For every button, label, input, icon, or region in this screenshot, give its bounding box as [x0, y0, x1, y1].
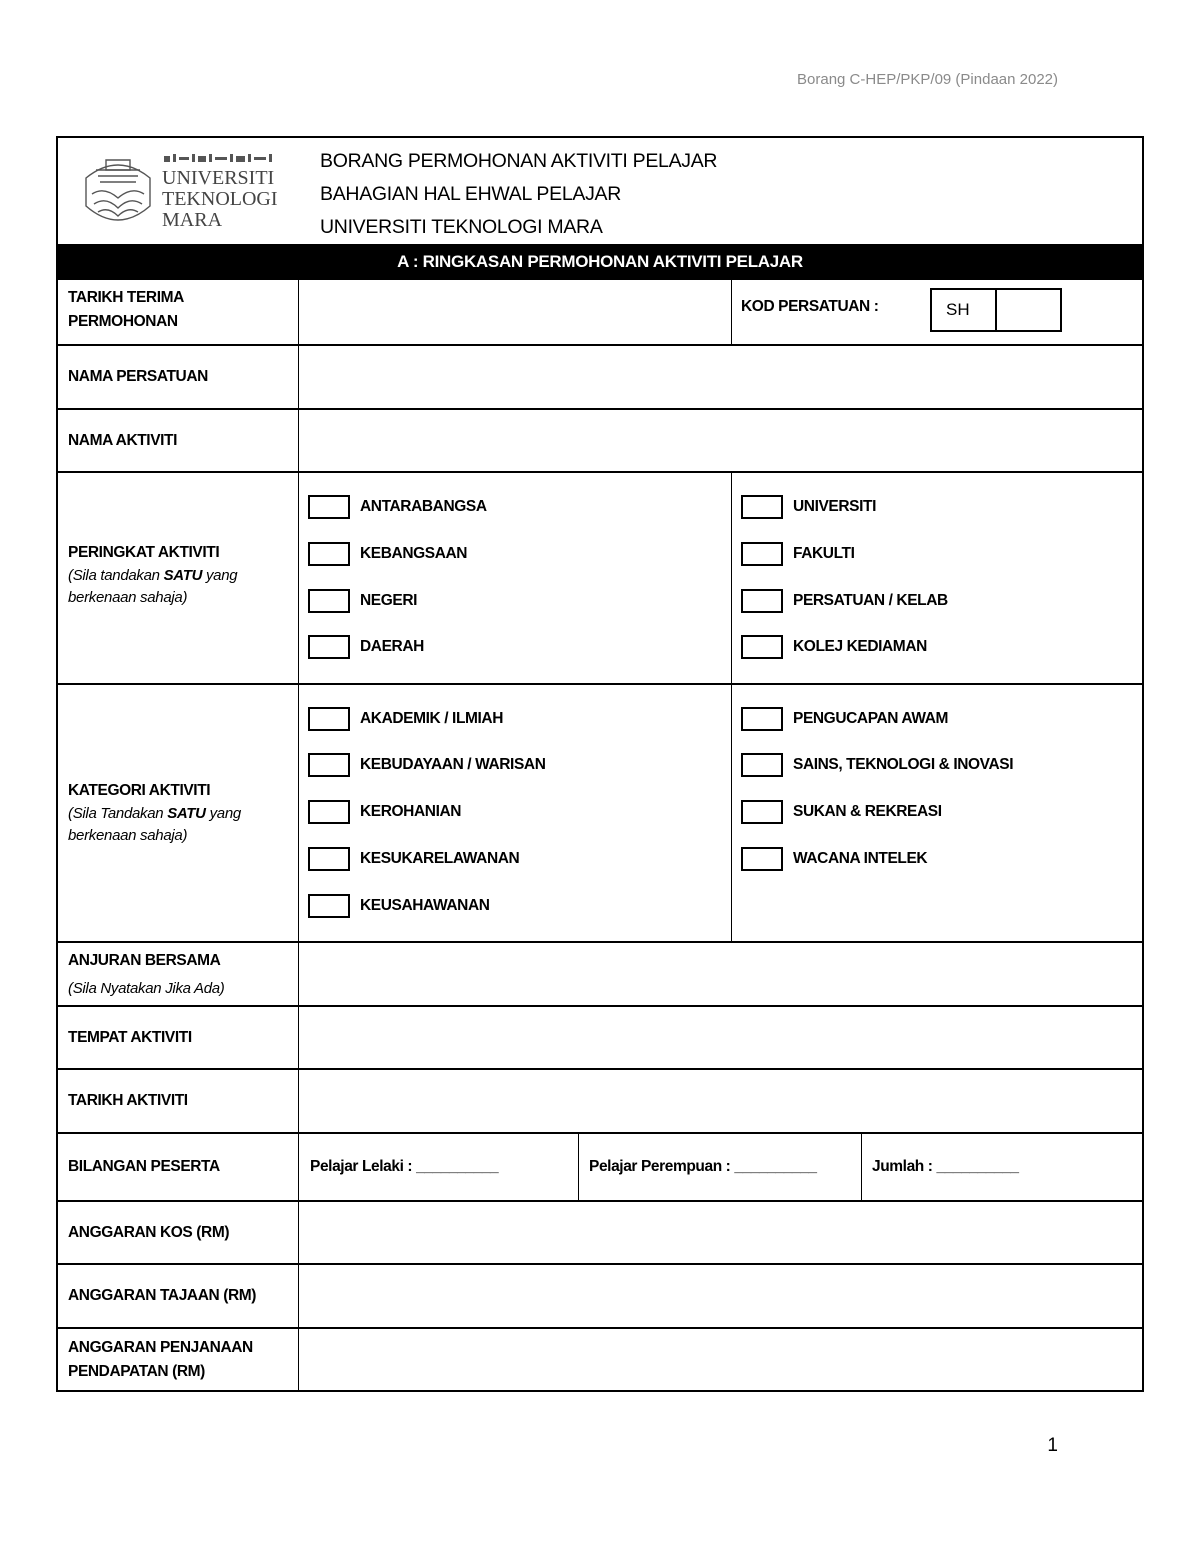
- anggaran-penjanaan-field[interactable]: [300, 1329, 1142, 1390]
- anggaran-tajaan-field[interactable]: [300, 1265, 1142, 1327]
- checkbox-label: FAKULTI: [793, 545, 855, 562]
- checkbox-label: KEUSAHAWANAN: [360, 897, 490, 914]
- checkbox-box[interactable]: [741, 800, 783, 824]
- university-name: UNIVERSITI TEKNOLOGI MARA: [320, 216, 603, 238]
- divider: [298, 346, 299, 408]
- bilangan-label: BILANGAN PESERTA: [68, 1158, 220, 1175]
- checkbox-label: PENGUCAPAN AWAM: [793, 710, 949, 727]
- kod-persatuan-box: [930, 288, 1062, 332]
- divider: [731, 473, 732, 683]
- checkbox-box[interactable]: [741, 847, 783, 871]
- page-number: 1: [1047, 1435, 1058, 1456]
- form-header: [58, 138, 1142, 244]
- checkbox-label: SAINS, TEKNOLOGI & INOVASI: [793, 756, 1014, 773]
- anggaran-tajaan-label: ANGGARAN TAJAAN (RM): [68, 1287, 257, 1304]
- tempat-label: TEMPAT AKTIVITI: [68, 1029, 192, 1046]
- checkbox-box[interactable]: [308, 800, 350, 824]
- nama-persatuan-label: NAMA PERSATUAN: [68, 368, 208, 385]
- checkbox-box[interactable]: [308, 707, 350, 731]
- row-tarikh-terima: [58, 280, 1142, 346]
- pelajar-lelaki-field[interactable]: Pelajar Lelaki : __________: [310, 1158, 499, 1175]
- checkbox-label: KOLEJ KEDIAMAN: [793, 638, 927, 655]
- checkbox-label: UNIVERSITI: [793, 498, 876, 515]
- tarikh-aktiviti-label: TARIKH AKTIVITI: [68, 1092, 188, 1109]
- tarikh-terima-label: TARIKH TERIMA PERMOHONAN: [68, 289, 184, 330]
- divider: [298, 1329, 299, 1390]
- row-kategori-aktiviti: [58, 685, 1142, 943]
- anjuran-note: (Sila Nyatakan Jika Ada): [68, 980, 225, 997]
- row-anggaran-tajaan: [58, 1265, 1142, 1329]
- divider: [578, 1134, 579, 1200]
- divider: [731, 280, 732, 344]
- checkbox-label: KEROHANIAN: [360, 803, 462, 820]
- nama-persatuan-field[interactable]: [300, 346, 1142, 408]
- peringkat-label-block: [68, 541, 293, 609]
- divider: [298, 1265, 299, 1327]
- checkbox-box[interactable]: [308, 495, 350, 519]
- nama-aktiviti-field[interactable]: [300, 410, 1142, 471]
- divider: [298, 685, 299, 941]
- divider: [861, 1134, 862, 1200]
- checkbox-label: KESUKARELAWANAN: [360, 850, 520, 867]
- checkbox-box[interactable]: [741, 495, 783, 519]
- note-text: yang berkenaan sahaja): [68, 567, 238, 606]
- nama-aktiviti-label: NAMA AKTIVITI: [68, 432, 178, 449]
- checkbox-box[interactable]: [741, 542, 783, 566]
- department-name: BAHAGIAN HAL EHWAL PELAJAR: [320, 183, 622, 205]
- note-emphasis: SATU: [163, 567, 203, 584]
- row-anggaran-kos: [58, 1202, 1142, 1265]
- checkbox-label: ANTARABANGSA: [360, 498, 487, 515]
- checkbox-box[interactable]: [308, 847, 350, 871]
- checkbox-label: WACANA INTELEK: [793, 850, 928, 867]
- logo-text: [162, 168, 278, 231]
- anggaran-kos-label: ANGGARAN KOS (RM): [68, 1224, 230, 1241]
- logo-line-2: TEKNOLOGI: [162, 188, 278, 210]
- divider: [298, 1007, 299, 1068]
- checkbox-box[interactable]: [308, 894, 350, 918]
- row-anggaran-penjanaan: [58, 1329, 1142, 1390]
- peringkat-note: [68, 565, 293, 609]
- checkbox-label: AKADEMIK / ILMIAH: [360, 710, 504, 727]
- row-tarikh-aktiviti: [58, 1070, 1142, 1134]
- anggaran-penjanaan-label: ANGGARAN PENJANAAN PENDAPATAN (RM): [68, 1339, 253, 1380]
- kategori-label-block: [68, 779, 293, 847]
- checkbox-box[interactable]: [741, 753, 783, 777]
- checkbox-label: NEGERI: [360, 592, 418, 609]
- logo-line-3: MARA: [162, 209, 223, 231]
- checkbox-label: PERSATUAN / KELAB: [793, 592, 948, 609]
- row-tempat-aktiviti: [58, 1007, 1142, 1070]
- checkbox-box[interactable]: [741, 635, 783, 659]
- checkbox-box[interactable]: [741, 707, 783, 731]
- tarikh-terima-field[interactable]: [300, 280, 730, 344]
- divider: [298, 1070, 299, 1132]
- kod-prefix: SH: [946, 300, 970, 319]
- note-text: yang berkenaan sahaja): [68, 805, 241, 844]
- anggaran-kos-field[interactable]: [300, 1202, 1142, 1263]
- jumlah-field[interactable]: Jumlah : __________: [872, 1158, 1019, 1175]
- form-title-block: [320, 145, 717, 244]
- checkbox-box[interactable]: [308, 635, 350, 659]
- divider: [298, 410, 299, 471]
- checkbox-box[interactable]: [308, 542, 350, 566]
- row-nama-persatuan: [58, 346, 1142, 410]
- anjuran-label-block: [68, 947, 293, 1003]
- checkbox-label: KEBANGSAAN: [360, 545, 468, 562]
- form-title: BORANG PERMOHONAN AKTIVITI PELAJAR: [320, 150, 718, 172]
- activity-application-form: [56, 136, 1144, 1392]
- checkbox-label: DAERAH: [360, 638, 424, 655]
- form-code: Borang C-HEP/PKP/09 (Pindaan 2022): [797, 71, 1058, 88]
- checkbox-box[interactable]: [308, 589, 350, 613]
- divider: [298, 473, 299, 683]
- note-text: (Sila tandakan: [68, 567, 164, 584]
- row-anjuran-bersama: [58, 943, 1142, 1007]
- anjuran-label: ANJURAN BERSAMA: [68, 952, 221, 969]
- row-peringkat-aktiviti: [58, 473, 1142, 685]
- divider: [298, 1134, 299, 1200]
- checkbox-label: KEBUDAYAAN / WARISAN: [360, 756, 546, 773]
- row-bilangan-peserta: [58, 1134, 1142, 1202]
- uitm-logo-icon: [82, 148, 282, 234]
- checkbox-label: SUKAN & REKREASI: [793, 803, 942, 820]
- divider: [298, 943, 299, 1005]
- kod-persatuan-field[interactable]: [997, 290, 1060, 330]
- kod-persatuan-label: KOD PERSATUAN :: [741, 298, 879, 315]
- divider: [731, 685, 732, 941]
- anjuran-bersama-field[interactable]: [300, 943, 1142, 1005]
- kategori-note: [68, 803, 293, 847]
- divider: [298, 1202, 299, 1263]
- checkbox-box[interactable]: [308, 753, 350, 777]
- tarikh-aktiviti-field[interactable]: [300, 1070, 1142, 1132]
- tempat-aktiviti-field[interactable]: [300, 1007, 1142, 1068]
- logo-line-1: UNIVERSITI: [162, 167, 275, 189]
- kategori-label: KATEGORI AKTIVITI: [68, 782, 211, 799]
- section-a-title: A : RINGKASAN PERMOHONAN AKTIVITI PELAJAR: [58, 244, 1142, 280]
- note-text: (Sila Tandakan: [68, 805, 168, 822]
- divider: [298, 280, 299, 344]
- peringkat-label: PERINGKAT AKTIVITI: [68, 544, 220, 561]
- pelajar-perempuan-field[interactable]: Pelajar Perempuan : __________: [589, 1158, 817, 1175]
- note-emphasis: SATU: [167, 805, 206, 822]
- checkbox-box[interactable]: [741, 589, 783, 613]
- row-nama-aktiviti: [58, 410, 1142, 473]
